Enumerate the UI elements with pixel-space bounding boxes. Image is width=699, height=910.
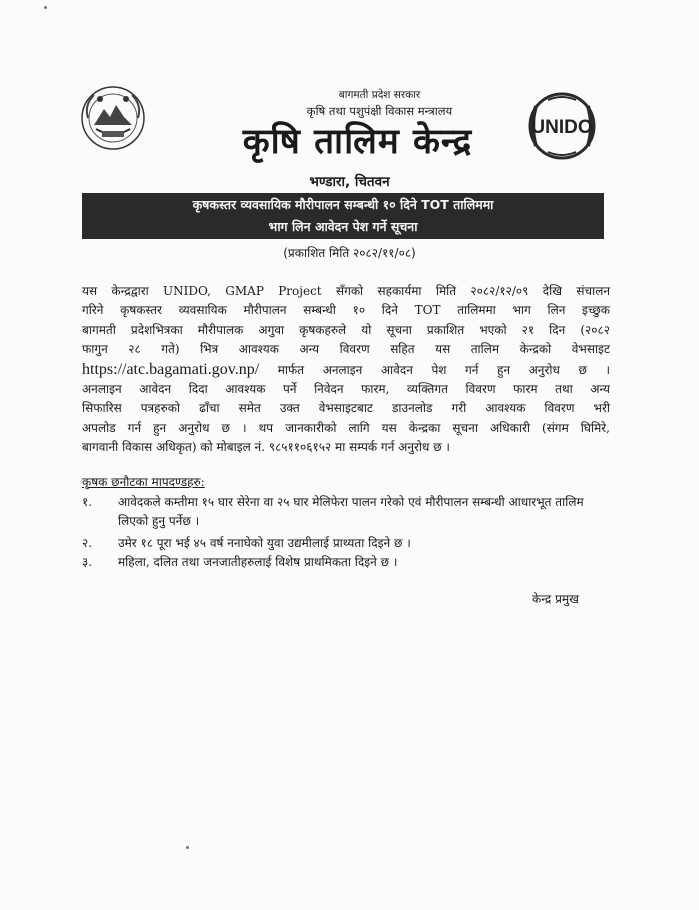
body-line: बागमती प्रदेशभित्रका मौरीपालक अगुवा कृषकहरुले यो सूचना प्रकाशित भएको २१ दिन (२०८२ bbox=[82, 322, 610, 337]
unido-logo-text: UNIDO bbox=[531, 117, 593, 138]
body-line-with-url bbox=[82, 360, 610, 380]
criteria-number: ३. bbox=[82, 555, 93, 569]
body-line: अनलाइन आवेदन दिदा आवश्यक पर्ने निवेदन फारम, व्यक्तिगत विवरण फारम तथा अन्य bbox=[82, 382, 610, 397]
scan-speck bbox=[186, 846, 189, 849]
body-line: सिफारिस पत्रहरुको ढाँचा समेत उक्त वेभसाइटबाट डाउनलोड गरी आवश्यक विवरण भरी bbox=[82, 401, 610, 416]
body-line: फागुन २८ गते) भित्र आवश्यक अन्य विवरण सहित यस तालिम केन्द्रको वेभसाइट bbox=[82, 342, 610, 357]
signature-chief: केन्द्र प्रमुख bbox=[532, 592, 579, 606]
ministry-name: कृषि तथा पशुपंक्षी विकास मन्त्रालय bbox=[306, 104, 453, 118]
criteria-number: २. bbox=[82, 536, 93, 550]
website-link[interactable]: https://atc.bagamati.gov.np/ bbox=[82, 360, 260, 378]
criteria-number: १. bbox=[82, 495, 93, 509]
body-line: अपलोड गर्न हुन अनुरोध छ । थप जानकारीको लागि यस केन्द्रका सूचना अधिकारी (संगम घिमिरे, bbox=[82, 420, 610, 435]
body-line: यस केन्द्रद्वारा UNIDO, GMAP Project सँगको सहकार्यमा मिति २०८२/१२/०९ देखि संचालन bbox=[82, 284, 610, 298]
criteria-text: महिला, दलित तथा जनजातीहरुलाई विशेष प्राथमिकता दिइने छ । bbox=[118, 555, 398, 569]
center-name: कृषि तालिम केन्द्र bbox=[242, 122, 473, 162]
criteria-heading: कृषक छनौटका मापदण्डहरु: bbox=[82, 475, 205, 489]
province-name: बागमती प्रदेश सरकार bbox=[338, 89, 421, 101]
notice-title-band bbox=[82, 193, 604, 239]
criteria-text: उमेर १८ पूरा भई ४५ वर्ष ननाघेको युवा उद्यमीलाई प्राथ्यता दिइने छ । bbox=[118, 536, 411, 550]
notice-body bbox=[82, 282, 610, 458]
body-line: बागवानी विकास अधिकृत) को मोबाइल नं. ९८५११०६१५२ मा सम्पर्क गर्न अनुरोध छ । bbox=[82, 440, 450, 455]
published-date: (प्रकाशित मिति २०८२/११/०८) bbox=[283, 246, 416, 260]
body-line: मार्फत अनलाइन आवेदन पेश गर्न हुन अनुरोध छ । bbox=[277, 362, 610, 377]
criteria-text: आवेदकले कम्तीमा १५ घार सेरेना वा २५ घार मेलिफेरा पालन गरेको एवं मौरीपालन सम्बन्धी आधारभूत तालिम लिएको हुनु पर्नेछ । bbox=[118, 495, 584, 528]
location: भण्डारा, चितवन bbox=[309, 174, 390, 190]
notice-title-line-2: भाग लिन आवेदन पेश गर्ने सूचना bbox=[268, 219, 418, 234]
body-line: गरिने कृषकस्तर व्यवसायिक मौरीपालन सम्बन्धी १० दिने TOT तालिममा भाग लिन इच्छुक bbox=[82, 303, 610, 318]
notice-title-line-1: कृषकस्तर व्यवसायिक मौरीपालन सम्बन्धी १० दिने TOT तालिममा bbox=[192, 197, 494, 212]
scan-speck bbox=[44, 6, 47, 9]
